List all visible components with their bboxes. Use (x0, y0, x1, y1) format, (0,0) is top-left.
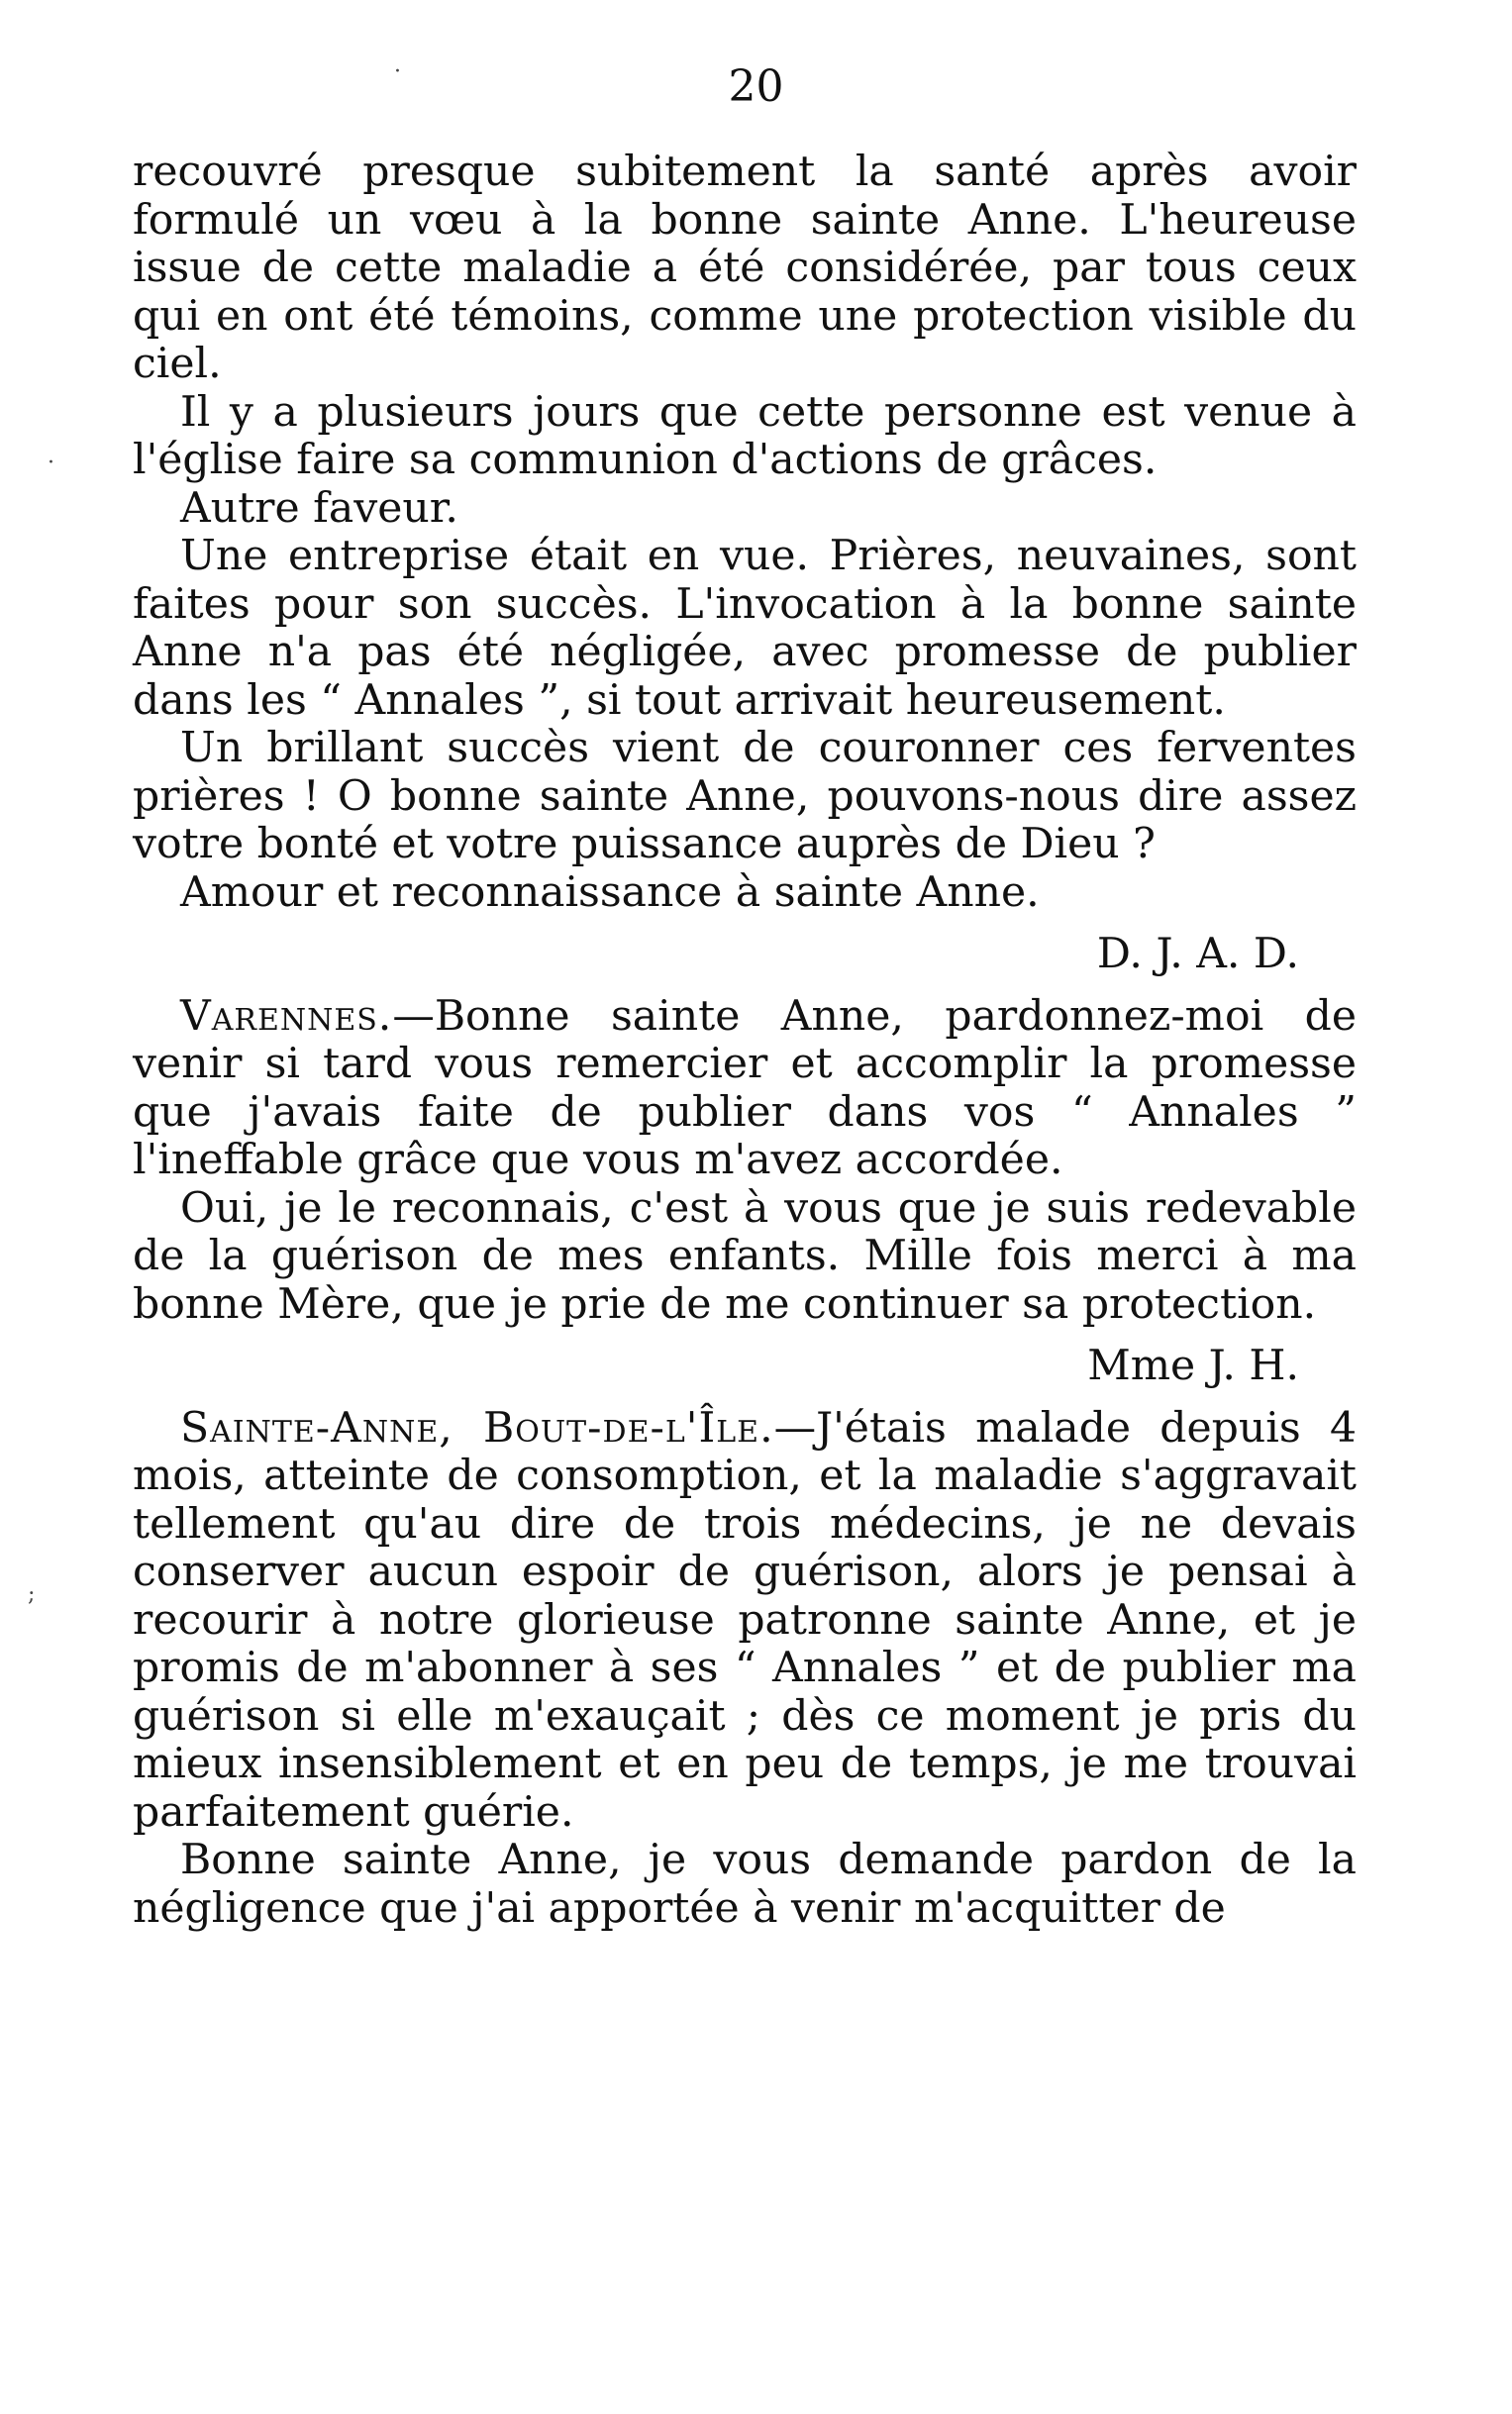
paragraph: Un brillant succès vient de couronner ces ferventes prières ! O bonne sainte Anne, pouvons-nous dire assez votre bonté et votre puissance auprès de Dieu ? (133, 724, 1357, 868)
place-heading: Sainte-Anne, Bout-de-l'Île. (180, 1403, 774, 1453)
testimony-text: —J'étais malade depuis 4 mois, atteinte de consomption, et la maladie s'aggravait tellement qu'au dire de trois médecins, je ne devais conserver aucun espoir de guérison, alors je pensai à recourir à notre glorieuse patronne sainte Anne, et je promis de m'abonner à ses “ Annales ” et de publier ma guérison si elle m'exauçait ; dès ce moment je pris du mieux insensiblement et en peu de temps, je me trouvai parfaitement guérie. (133, 1403, 1357, 1837)
paragraph-subheading: Autre faveur. (180, 483, 458, 533)
margin-mark: · (48, 451, 54, 475)
testimony-sainte-anne (133, 1405, 1357, 1838)
paragraph: Il y a plusieurs jours que cette personne est venue à l'église faire sa communion d'actions de grâces. (133, 387, 1357, 484)
paragraph: Une entreprise était en vue. Prières, neuvaines, sont faites pour son succès. L'invocation à la bonne sainte Anne n'a pas été négligée, avec promesse de publier dans les “ Annales ”, si tout arrivait heureusement. (133, 532, 1357, 725)
signature: Mme J. H. (1087, 1342, 1299, 1390)
page-body (133, 149, 1357, 1933)
paragraph: Bonne sainte Anne, je vous demande pardon de la négligence que j'ai apportée à venir m'acquitter de (133, 1836, 1357, 1933)
testimony-varennes (133, 993, 1357, 1185)
margin-mark: ; (28, 1582, 36, 1607)
testimony-text: —Bonne sainte Anne, pardonnez-moi de venir si tard vous remercier et accomplir la promesse que j'avais faite de publier dans vos “ Annales ” l'ineffable grâce que vous m'avez accordée. (133, 991, 1357, 1184)
paragraph-continued: recouvré presque subitement la santé après avoir formulé un vœu à la bonne sainte Anne. L'heureuse issue de cette maladie a été considérée, par tous ceux qui en ont été témoins, comme une protection visible du ciel. (133, 148, 1357, 388)
paragraph: Oui, je le reconnais, c'est à vous que je suis redevable de la guérison de mes enfants. Mille fois merci à ma bonne Mère, que je prie de me continuer sa protection. (133, 1183, 1357, 1329)
place-heading: Varennes. (180, 991, 393, 1041)
signature: D. J. A. D. (1096, 930, 1299, 978)
margin-mark: · (394, 59, 401, 84)
paragraph: Amour et reconnaissance à sainte Anne. (180, 867, 1040, 917)
page-number: 20 (728, 61, 784, 112)
